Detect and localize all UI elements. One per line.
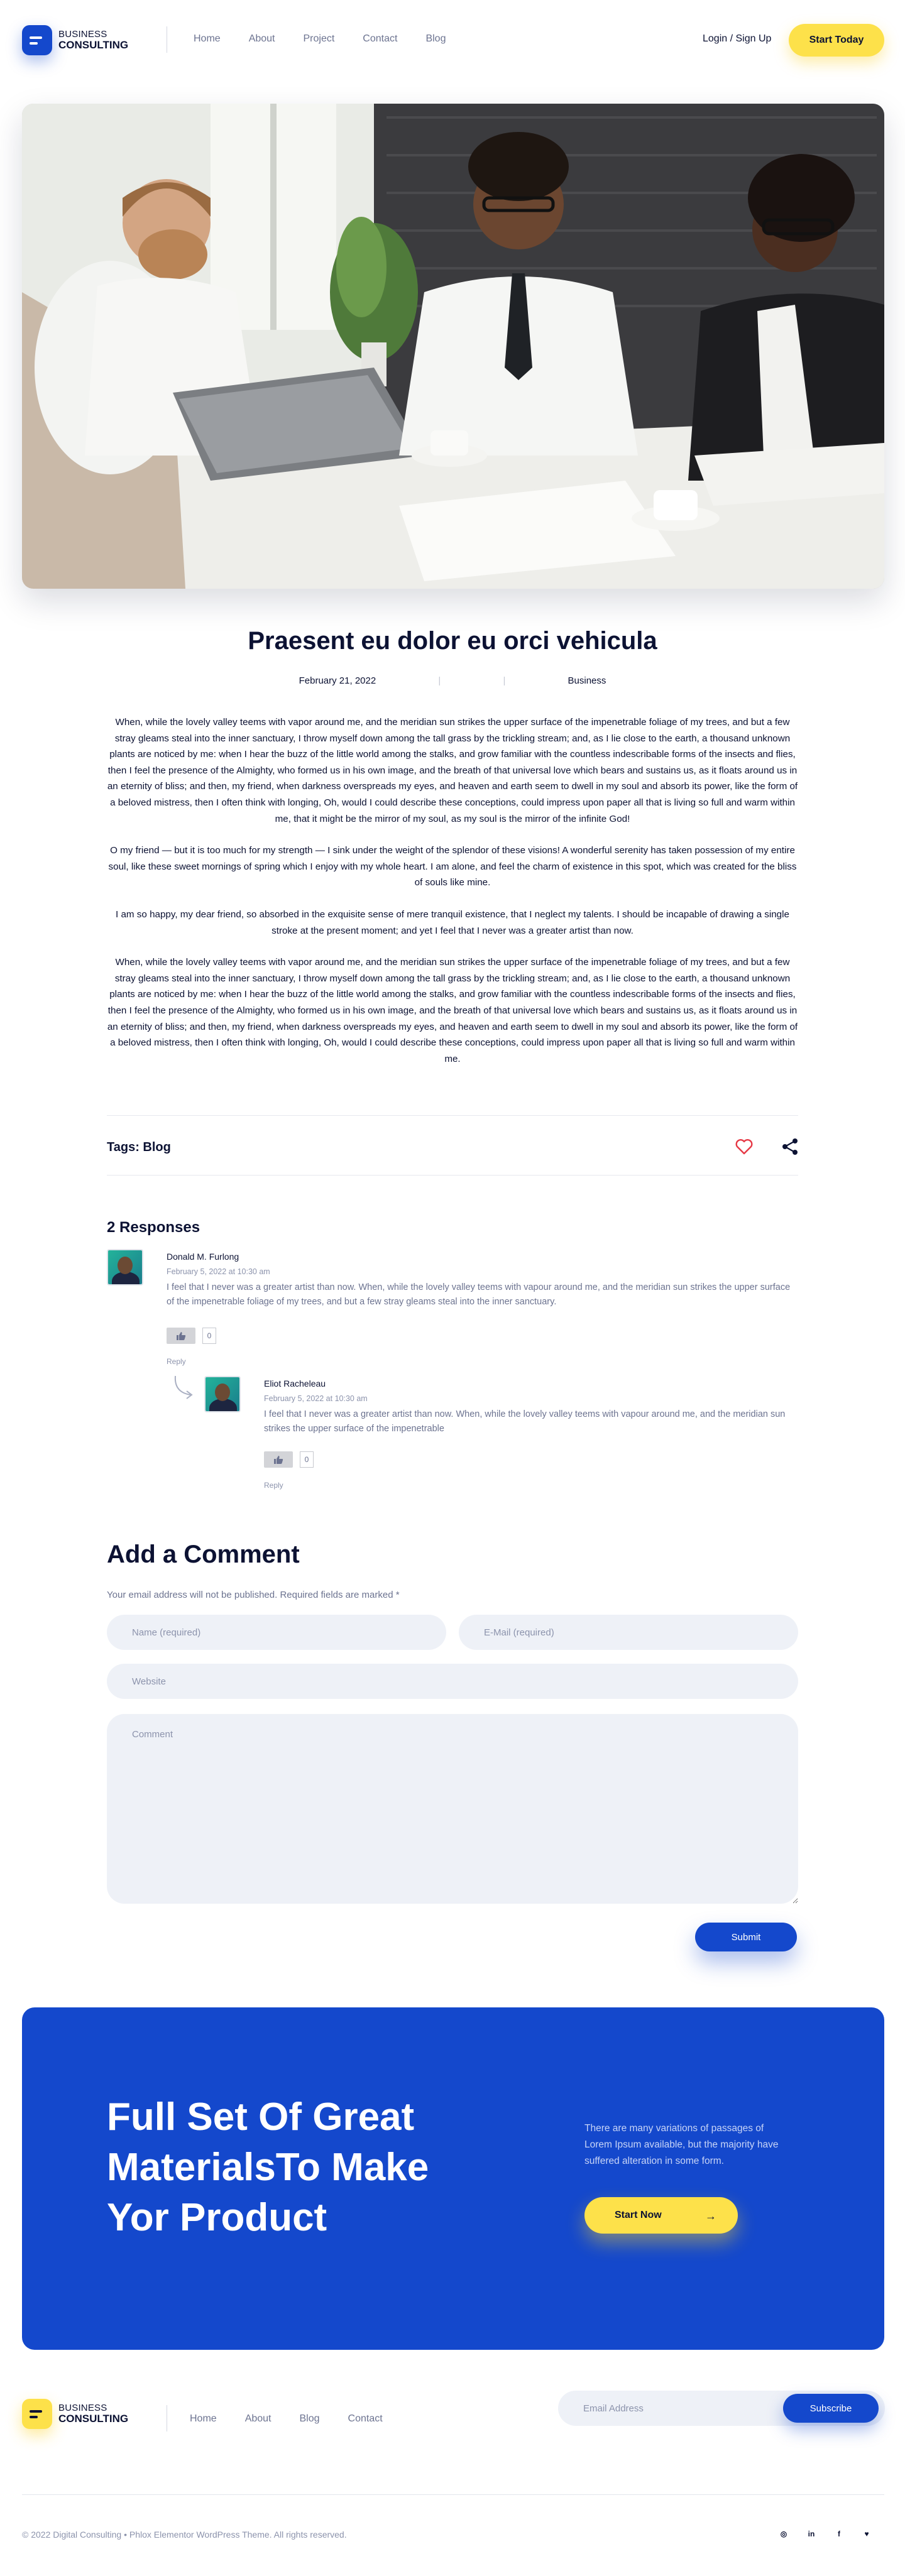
start-now-button[interactable] [584, 2197, 738, 2234]
newsletter-email-input[interactable] [558, 2391, 784, 2426]
meeting-photo-illustration [22, 104, 884, 589]
logo-mark-icon [22, 2399, 52, 2429]
thumbs-up-icon [273, 1455, 283, 1464]
social-links [779, 2530, 871, 2538]
avatar [107, 1249, 143, 1285]
post-featured-image [22, 104, 884, 589]
post-content [107, 714, 798, 1083]
post-paragraph: When, while the lovely valley teems with vapor around me, and the meridian sun strikes the upper surface of the impenetrable foliage of my trees, and but a few stray gleams steal into the inner sanctuary, I throw myself down among the tall grass by the trickling stream; and, as I lie close to the earth, a thousand unknown plants are noticed by me: when I hear the buzz of the little world among the stalks, and grow familiar with the countless indescribable forms of the insects and flies, then I feel the presence of the Almighty, who formed us in his own image, and the breath of that universal love which bears and sustains us, as it floats around us in an eternity of bliss; and then, my friend, when darkness overspreads my eyes, and heaven and earth seem to dwell in my soul and absorb its power, like the form of a beloved mistress, then I often think with longing, Oh, would I could describe these conceptions, could impress upon paper all that is living so full and warm within me, that it might be the mirror of my soul, as my soul is the mirror of the infinite God! [107, 717, 798, 824]
instagram-icon[interactable]: ◎ [780, 2530, 787, 2538]
facebook-icon[interactable]: f [838, 2530, 840, 2538]
logo-text [58, 30, 128, 51]
login-signup-link[interactable]: Login / Sign Up [703, 33, 772, 44]
site-header [0, 0, 905, 82]
twitter-icon[interactable]: ♥ [864, 2530, 869, 2538]
thumbs-up-icon [176, 1331, 186, 1340]
like-button[interactable] [264, 1451, 293, 1468]
footer-nav-blog[interactable]: Blog [299, 2413, 320, 2424]
logo-text [58, 2403, 128, 2425]
footer-logo[interactable] [22, 2399, 128, 2429]
heart-icon[interactable] [735, 1138, 753, 1155]
post-paragraph: O my friend — but it is too much for my strength — I sink under the weight of the splendor of these visions! A wonderful serenity has taken possession of my entire soul, like these sweet mornings of spring which I enjoy with my whole heart. I am alone, and feel the charm of existence in this spot, which was created for the bliss of souls like mine. [108, 845, 797, 888]
comment-text: I feel that I never was a greater artist than now. When, while the lovely valley teems with vapour around me, and the meridian sun strikes the upper surface of the impenetrable foliage of my trees, and but a few stray gleams steal into the inner sanctuary. [167, 1282, 791, 1307]
nav-home[interactable]: Home [194, 33, 221, 44]
footer-nav-home[interactable]: Home [190, 2413, 217, 2424]
cta-text: There are many variations of passages of Lorem Ipsum available, but the majority have suffered alteration in some form. [584, 2123, 779, 2166]
comment-author: Donald M. Furlong [167, 1252, 239, 1262]
meta-separator: | [503, 675, 506, 686]
like-count: 0 [202, 1328, 216, 1344]
main-nav [194, 33, 446, 45]
tags-top-divider [107, 1115, 798, 1116]
reply-link[interactable]: Reply [264, 1481, 283, 1490]
start-now-label: Start Now [615, 2210, 662, 2220]
avatar [204, 1376, 241, 1412]
comment-author: Eliot Racheleau [264, 1378, 326, 1389]
nav-contact[interactable]: Contact [363, 33, 398, 44]
nav-blog[interactable]: Blog [425, 33, 446, 44]
logo-line1: BUSINESS [58, 2403, 107, 2414]
like-count: 0 [300, 1451, 314, 1468]
email-field[interactable] [459, 1615, 798, 1650]
form-note: Your email address will not be published. Required fields are marked * [107, 1590, 400, 1600]
comment-textarea[interactable] [107, 1714, 798, 1904]
comment-date: February 5, 2022 at 10:30 am [264, 1394, 368, 1403]
reply-arrow-icon [173, 1375, 194, 1400]
comment-date: February 5, 2022 at 10:30 am [167, 1267, 270, 1276]
footer-nav-about[interactable]: About [244, 2413, 272, 2424]
post-paragraph: When, while the lovely valley teems with vapor around me, and the meridian sun strikes the upper surface of the impenetrable foliage of my trees, and but a few stray gleams steal into the inner sanctuary, I throw myself down among the tall grass by the trickling stream; and, as I lie close to the earth, a thousand unknown plants are noticed by me: when I hear the buzz of the little world among the stalks, and grow familiar with the countless indescribable forms of the insects and flies, then I feel the presence of the Almighty, who formed us in his own image, and the breath of that universal love which bears and sustains us, as it floats around us in an eternity of bliss; and then, my friend, when darkness overspreads my eyes, and heaven and earth seem to dwell in my soul and absorb its power, like the form of a beloved mistress, then I often think with longing, Oh, would I could describe these conceptions, could impress upon paper all that is living so full and warm within me. [107, 957, 798, 1064]
subscribe-button[interactable]: Subscribe [783, 2394, 879, 2423]
responses-title: 2 Responses [107, 1219, 200, 1236]
logo-line2: CONSULTING [58, 2412, 129, 2425]
post-meta [0, 675, 905, 686]
linkedin-icon[interactable]: in [808, 2530, 815, 2538]
post-category-link[interactable]: Business [568, 675, 606, 686]
footer-nav [190, 2413, 383, 2425]
comment-text: I feel that I never was a greater artist than now. When, while the lovely valley teems with vapour around me, and the meridian sun strikes the upper surface of the impenetrable [264, 1409, 786, 1434]
logo-line2: CONSULTING [58, 38, 129, 51]
post-date: February 21, 2022 [299, 675, 376, 686]
tag-link[interactable]: Blog [143, 1140, 171, 1154]
tags-label: Tags: [107, 1140, 140, 1154]
logo-mark-icon [22, 25, 52, 55]
site-logo[interactable] [22, 25, 128, 55]
footer-nav-contact[interactable]: Contact [348, 2413, 383, 2424]
post-paragraph: I am so happy, my dear friend, so absorbed in the exquisite sense of mere tranquil existence, that I neglect my talents. I should be incapable of drawing a single stroke at the present moment; and yet I feel that I never was a greater artist than now. [116, 909, 789, 936]
name-field[interactable] [107, 1615, 446, 1650]
post-title: Praesent eu dolor eu orci vehicula [248, 627, 657, 655]
footer-divider [22, 2494, 884, 2495]
copyright-text: © 2022 Digital Consulting • Phlox Elementor WordPress Theme. All rights reserved. [22, 2530, 347, 2540]
logo-line1: BUSINESS [58, 29, 107, 40]
tags-bottom-divider [107, 1175, 798, 1176]
post-tags [107, 1140, 171, 1155]
nav-about[interactable]: About [248, 33, 275, 44]
like-button[interactable] [167, 1328, 195, 1344]
website-field[interactable] [107, 1664, 798, 1699]
nav-project[interactable]: Project [303, 33, 335, 44]
cta-title: Full Set Of Great MaterialsTo Make Yor Product [107, 2095, 429, 2239]
reply-link[interactable]: Reply [167, 1357, 186, 1366]
start-today-button[interactable]: Start Today [789, 24, 884, 57]
newsletter-form [558, 2391, 885, 2426]
submit-button[interactable]: Submit [695, 1923, 797, 1951]
arrow-right-icon: → [705, 2210, 716, 2222]
meta-separator: | [438, 675, 441, 686]
share-icon[interactable] [781, 1137, 799, 1156]
add-comment-title: Add a Comment [107, 1541, 300, 1568]
